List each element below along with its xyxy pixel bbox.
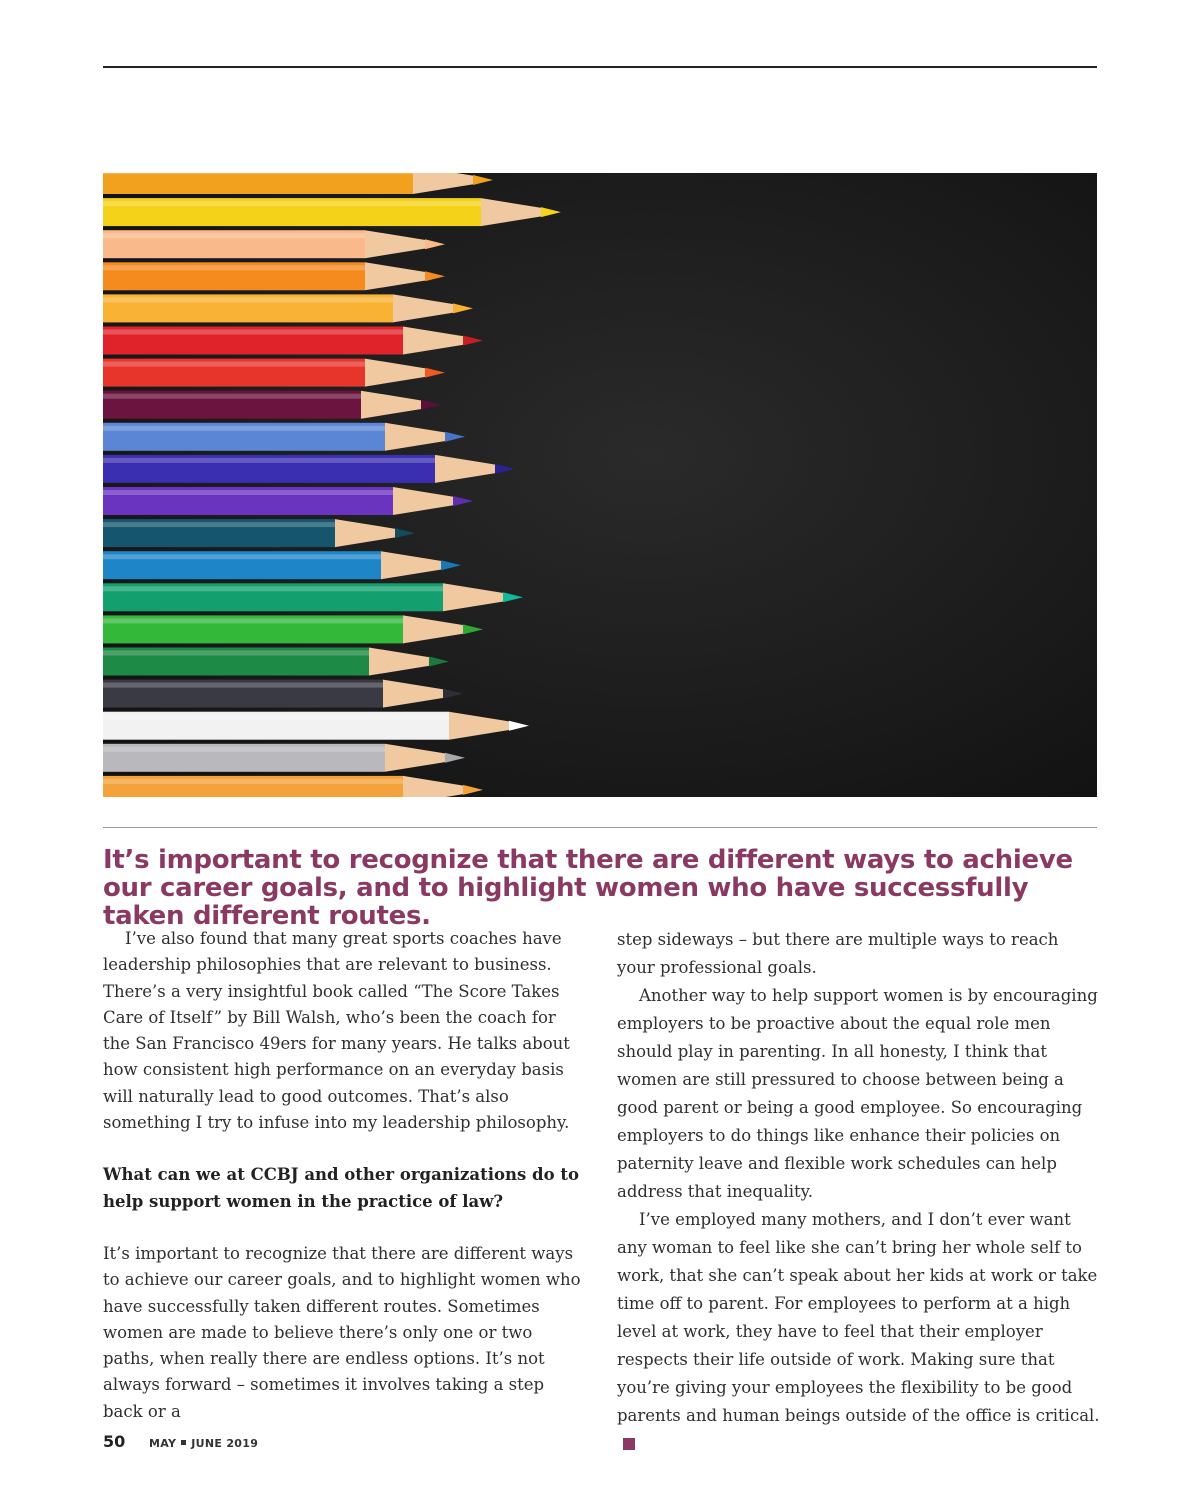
pencil [103,519,415,547]
pencil [103,583,523,611]
pencil [103,712,529,740]
pull-quote: It’s important to recognize that there are different ways to achieve our career goals, and to highlight women who have successfully taken different routes. [103,845,1073,931]
pencil [103,455,515,483]
right-paragraph-1: step sideways – but there are multiple ways to reach your professional goals. [617,930,1059,977]
issue-rest: JUNE 2019 [191,1437,259,1450]
pencil [103,359,445,387]
pencil [103,391,441,419]
right-paragraph-3 [617,1206,1101,1458]
pencil [103,230,445,258]
end-of-article-mark [623,1438,635,1450]
pencil [103,680,463,708]
pencil [103,423,465,451]
pull-quote-rule [103,827,1097,828]
pencil [103,776,483,797]
issue-date [149,1437,258,1450]
issue-month: MAY [149,1437,177,1450]
left-paragraph-1: I’ve also found that many great sports coaches have leadership philosophies that are relevant to business. There’s a very insightful book called “The Score Takes Care of Itself” by Bill Walsh, who’s been the coach for the San Francisco 49ers for many years. He talks about how consistent high performance on an everyday basis will naturally lead to good outcomes. That’s also something I try to infuse into my leadership philosophy. [103,929,570,1133]
pencil [103,198,561,226]
pencil [103,294,473,322]
left-paragraph-2: It’s important to recognize that there are different ways to achieve our career goals, and to highlight women who have successfully taken different routes. Sometimes women are made to believe there’s only one or two paths, when really there are endless options. It’s not always forward – sometimes it involves taking a step back or a [103,1243,581,1421]
top-rule [103,66,1097,68]
separator-square-icon [181,1440,186,1445]
pencil [103,615,483,643]
hero-photo-colored-pencils [103,173,1097,797]
pencil [103,327,483,355]
pencil [103,262,445,290]
left-column [103,926,583,1425]
interview-question: What can we at CCBJ and other organizations do to help support women in the practice of law? [103,1165,579,1211]
right-paragraph-2: Another way to help support women is by encouraging employers to be proactive about the equal role men should play in parenting. In all honesty, I think that women are still pressured to choose between being a good parent or being a good employee. So encouraging employers to do things like enhance their policies on paternity leave and flexible work schedules can help address that inequality. [617,986,1098,1201]
pencil [103,487,473,515]
pencil-illustration [103,173,1097,797]
right-column [617,926,1101,1458]
pencil [103,744,465,772]
page-footer [103,1432,258,1456]
pencil [103,648,449,676]
pencil [103,173,493,194]
page-number: 50 [103,1432,126,1451]
right-paragraph-3-text: I’ve employed many mothers, and I don’t ever want any woman to feel like she can’t bring her whole self to work, that she can’t speak about her kids at work or take time off to parent. For employees to perform at a high level at work, they have to feel that their employer respects their life outside of work. Making sure that you’re giving your employees the flexibility to be good parents and human beings outside of the office is critical. [617,1210,1100,1425]
pencil [103,551,461,579]
